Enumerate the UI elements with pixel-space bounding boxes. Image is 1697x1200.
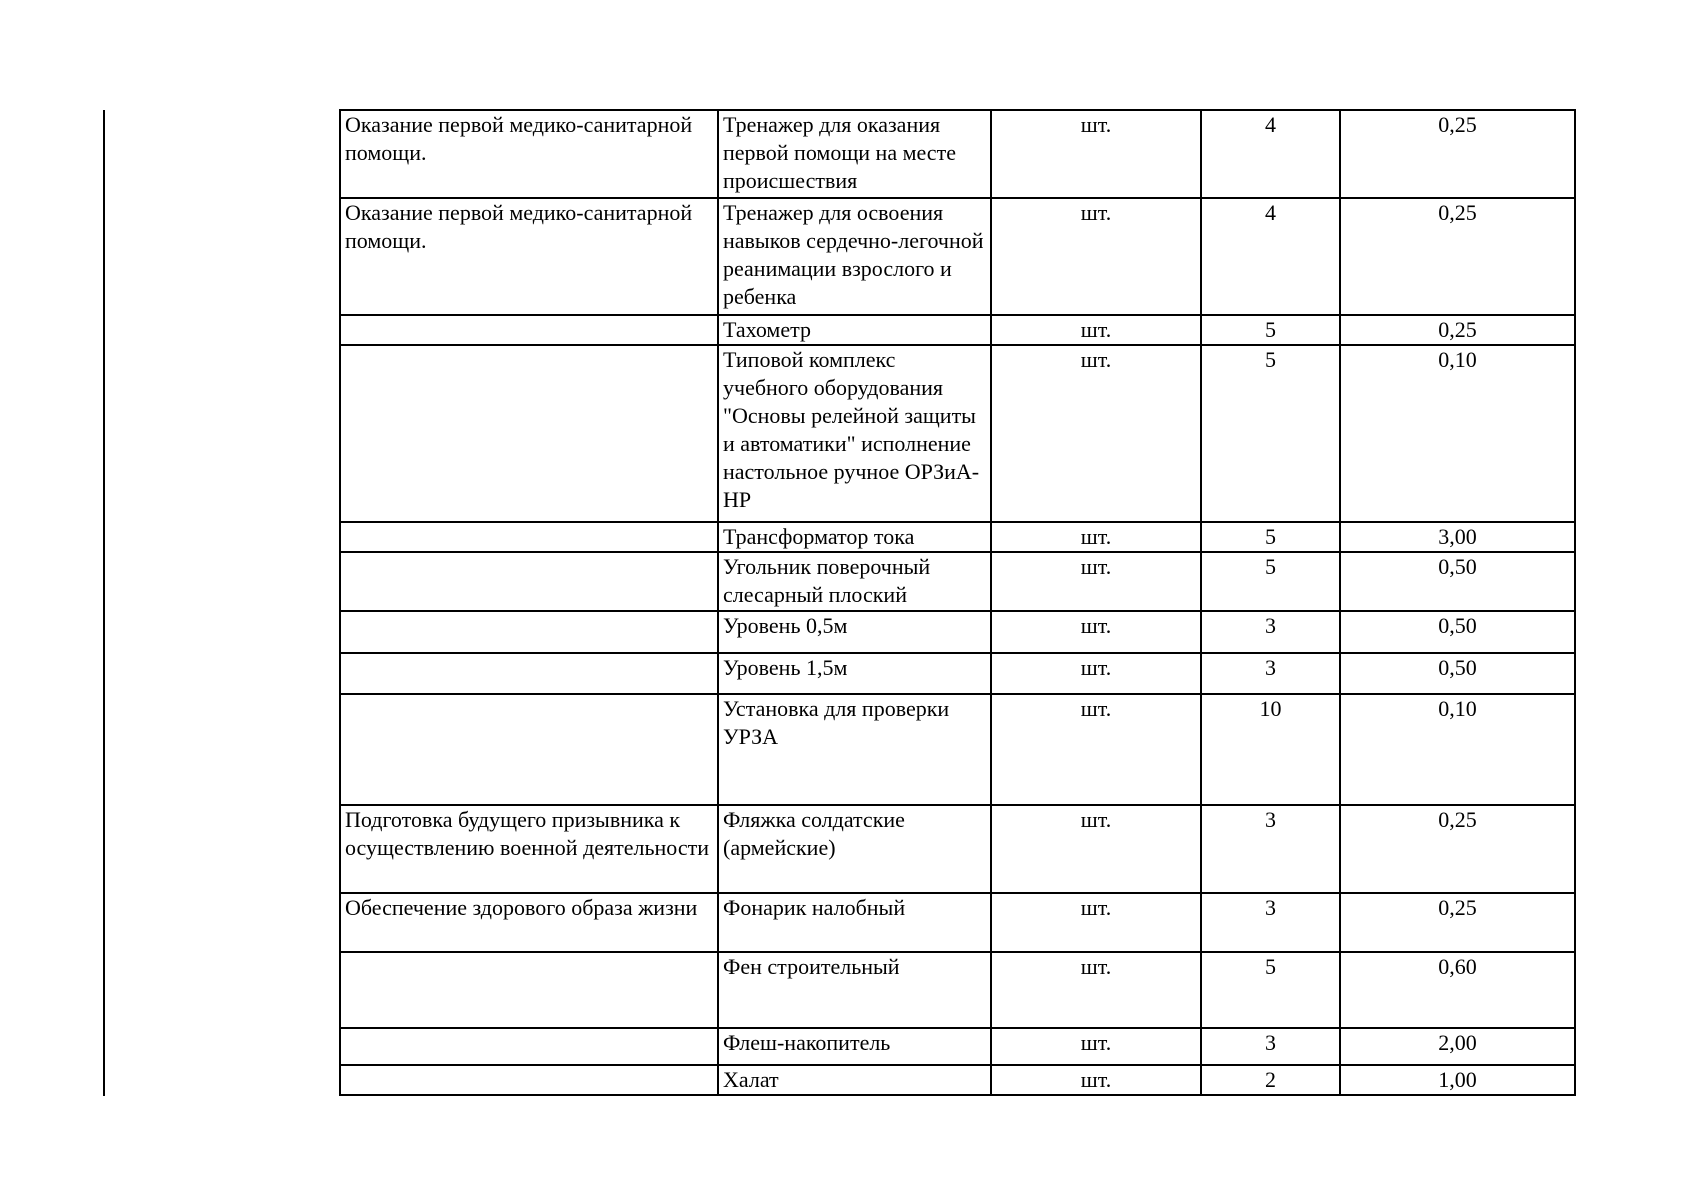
item-name-cell: Фляжка солдатские (армейские) [718, 805, 991, 893]
item-name-cell: Уровень 1,5м [718, 653, 991, 694]
quantity-cell: 3 [1201, 611, 1340, 653]
equipment-table [339, 109, 1576, 1096]
topic-cell: Оказание первой медико-санитарной помощи. [340, 110, 718, 198]
topic-cell: Обеспечение здорового образа жизни [340, 893, 718, 952]
norm-cell: 0,10 [1340, 345, 1575, 522]
table-row [340, 694, 1575, 805]
unit-cell: шт. [991, 522, 1201, 552]
unit-cell: шт. [991, 110, 1201, 198]
quantity-cell: 5 [1201, 315, 1340, 345]
quantity-cell: 10 [1201, 694, 1340, 805]
quantity-cell: 3 [1201, 1028, 1340, 1065]
item-name-cell: Фен строительный [718, 952, 991, 1028]
table-row [340, 653, 1575, 694]
table-row [340, 110, 1575, 198]
table-row [340, 345, 1575, 522]
table-row [340, 1028, 1575, 1065]
topic-cell [340, 694, 718, 805]
table-row [340, 198, 1575, 315]
item-name-cell: Уровень 0,5м [718, 611, 991, 653]
item-name-cell: Установка для проверки УРЗА [718, 694, 991, 805]
unit-cell: шт. [991, 611, 1201, 653]
topic-cell: Оказание первой медико-санитарной помощи. [340, 198, 718, 315]
unit-cell: шт. [991, 345, 1201, 522]
unit-cell: шт. [991, 952, 1201, 1028]
table-row [340, 315, 1575, 345]
quantity-cell: 5 [1201, 552, 1340, 611]
unit-cell: шт. [991, 198, 1201, 315]
norm-cell: 0,60 [1340, 952, 1575, 1028]
item-name-cell: Типовой комплекс учебного оборудования "Основы релейной защиты и автоматики" исполнение настольное ручное ОРЗиА-НР [718, 345, 991, 522]
unit-cell: шт. [991, 1065, 1201, 1095]
table-row [340, 522, 1575, 552]
unit-cell: шт. [991, 1028, 1201, 1065]
norm-cell: 0,25 [1340, 110, 1575, 198]
item-name-cell: Тренажер для освоения навыков сердечно-легочной реанимации взрослого и ребенка [718, 198, 991, 315]
unit-cell: шт. [991, 315, 1201, 345]
quantity-cell: 3 [1201, 653, 1340, 694]
quantity-cell: 5 [1201, 345, 1340, 522]
norm-cell: 0,25 [1340, 893, 1575, 952]
unit-cell: шт. [991, 552, 1201, 611]
quantity-cell: 2 [1201, 1065, 1340, 1095]
norm-cell: 0,25 [1340, 198, 1575, 315]
table-row [340, 893, 1575, 952]
quantity-cell: 4 [1201, 198, 1340, 315]
quantity-cell: 3 [1201, 893, 1340, 952]
norm-cell: 0,25 [1340, 315, 1575, 345]
table-row [340, 1065, 1575, 1095]
unit-cell: шт. [991, 653, 1201, 694]
norm-cell: 0,25 [1340, 805, 1575, 893]
norm-cell: 1,00 [1340, 1065, 1575, 1095]
topic-cell [340, 611, 718, 653]
topic-cell [340, 952, 718, 1028]
norm-cell: 0,50 [1340, 552, 1575, 611]
topic-cell: Подготовка будущего призывника к осуществлению военной деятельности [340, 805, 718, 893]
topic-cell [340, 1065, 718, 1095]
item-name-cell: Тренажер для оказания первой помощи на месте происшествия [718, 110, 991, 198]
item-name-cell: Флеш-накопитель [718, 1028, 991, 1065]
topic-cell [340, 552, 718, 611]
topic-cell [340, 345, 718, 522]
topic-cell [340, 315, 718, 345]
item-name-cell: Халат [718, 1065, 991, 1095]
unit-cell: шт. [991, 694, 1201, 805]
norm-cell: 0,50 [1340, 653, 1575, 694]
item-name-cell: Угольник поверочный слесарный плоский [718, 552, 991, 611]
quantity-cell: 3 [1201, 805, 1340, 893]
topic-cell [340, 653, 718, 694]
item-name-cell: Фонарик налобный [718, 893, 991, 952]
table-row [340, 805, 1575, 893]
table-row [340, 952, 1575, 1028]
quantity-cell: 5 [1201, 522, 1340, 552]
norm-cell: 0,50 [1340, 611, 1575, 653]
quantity-cell: 5 [1201, 952, 1340, 1028]
topic-cell [340, 522, 718, 552]
table-row [340, 552, 1575, 611]
quantity-cell: 4 [1201, 110, 1340, 198]
norm-cell: 2,00 [1340, 1028, 1575, 1065]
topic-cell [340, 1028, 718, 1065]
item-name-cell: Трансформатор тока [718, 522, 991, 552]
item-name-cell: Тахометр [718, 315, 991, 345]
unit-cell: шт. [991, 805, 1201, 893]
table-row [340, 611, 1575, 653]
norm-cell: 0,10 [1340, 694, 1575, 805]
page-margin-line [103, 110, 105, 1096]
unit-cell: шт. [991, 893, 1201, 952]
norm-cell: 3,00 [1340, 522, 1575, 552]
